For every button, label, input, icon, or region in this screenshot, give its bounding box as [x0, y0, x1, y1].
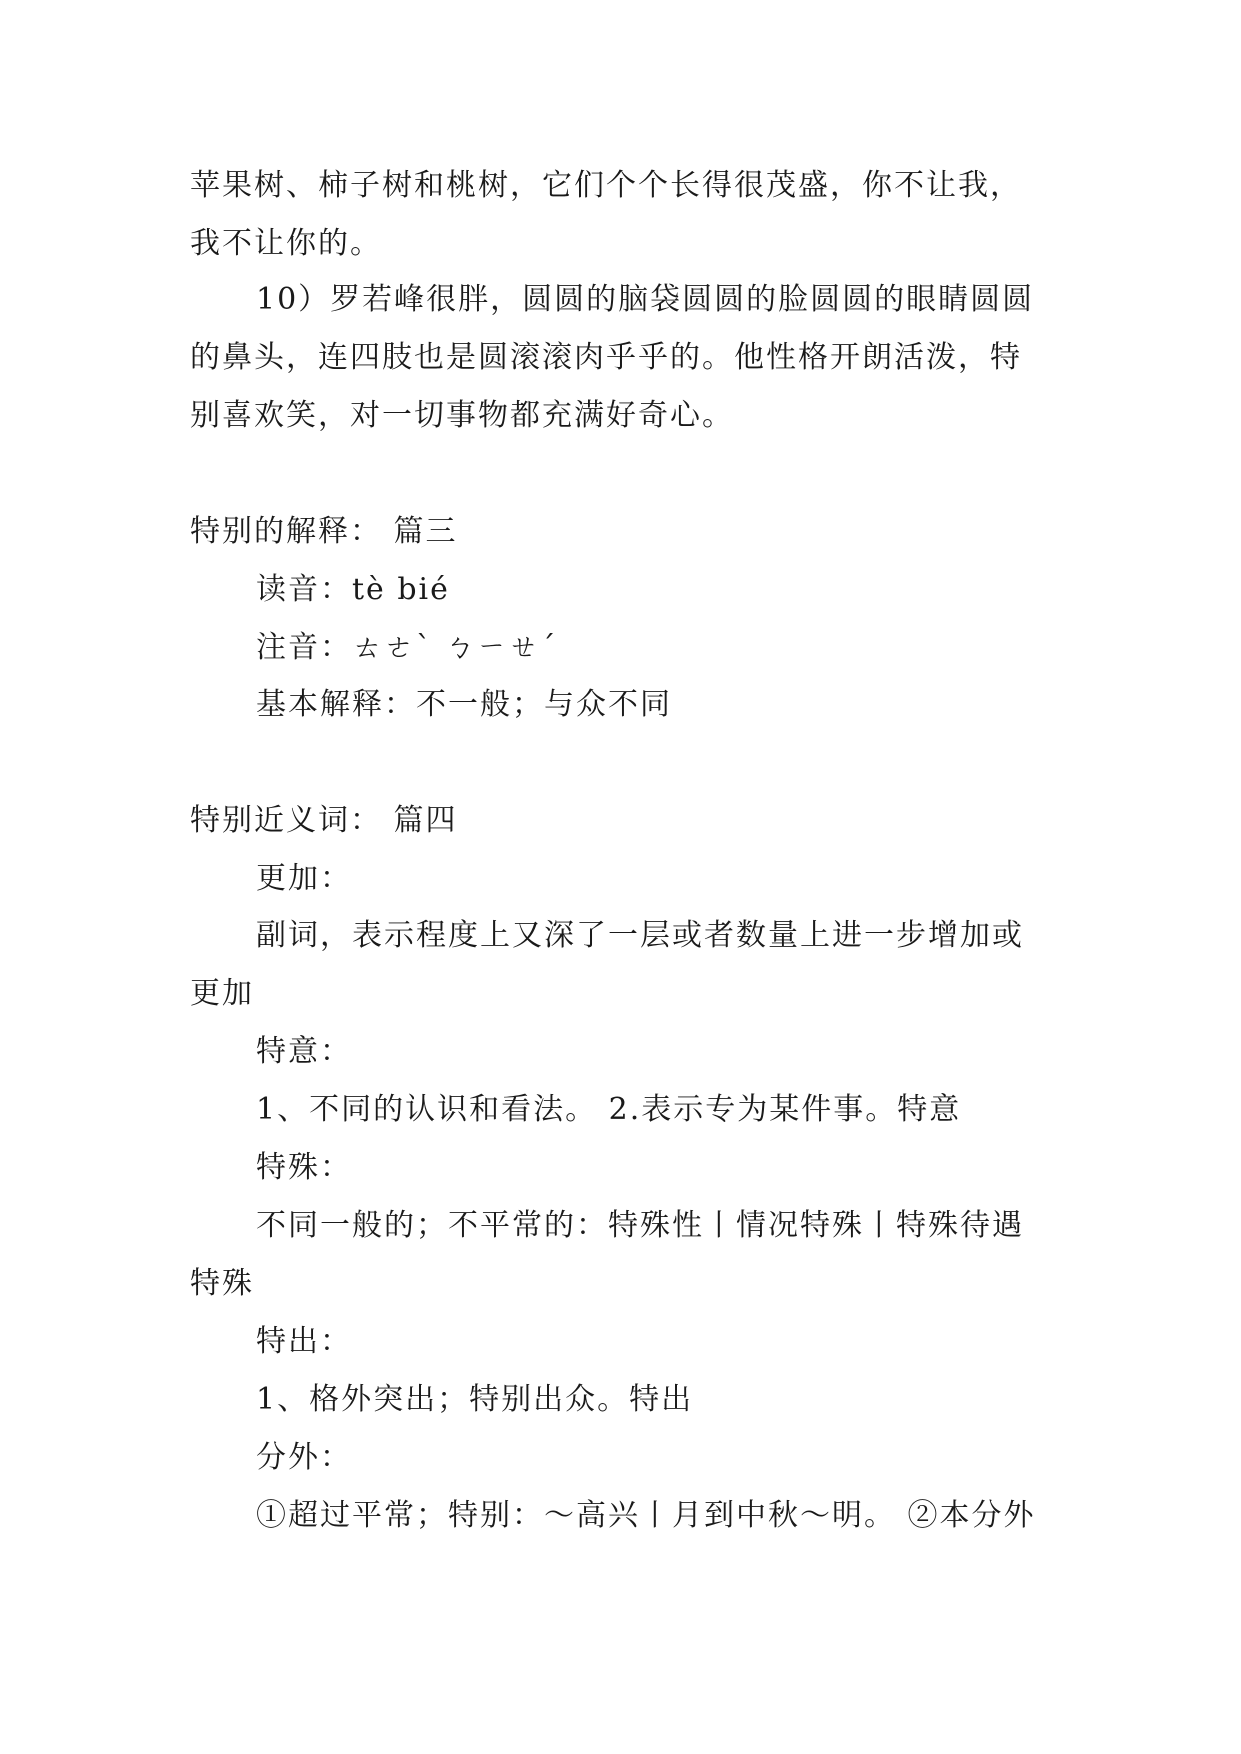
- section-heading-pian-san: 特别的解释： 篇三: [190, 514, 458, 549]
- synonym-definition-line: 副词，表示程度上又深了一层或者数量上进一步增加或: [256, 918, 1024, 953]
- synonym-definition-line: 不同一般的；不平常的：特殊性丨情况特殊丨特殊待遇: [256, 1208, 1024, 1243]
- basic-definition: 基本解释：不一般；与众不同: [256, 687, 672, 722]
- synonym-definition-line: 1、格外突出；特别出众。特出: [256, 1382, 694, 1417]
- synonym-term: 特出：: [256, 1324, 352, 1359]
- list-item-10-line: 的鼻头，连四肢也是圆滚滚肉乎乎的。他性格开朗活泼，特: [190, 340, 1022, 375]
- pinyin-reading: 读音：tè bié: [256, 572, 450, 607]
- list-item-10-line: 10）罗若峰很胖，圆圆的脑袋圆圆的脸圆圆的眼睛圆圆: [256, 282, 1035, 317]
- paragraph-line: 苹果树、柿子树和桃树，它们个个长得很茂盛，你不让我，: [190, 168, 1022, 203]
- paragraph-line: 我不让你的。: [190, 226, 382, 261]
- synonym-definition-line: 1、不同的认识和看法。 2.表示专为某件事。特意: [256, 1092, 962, 1127]
- synonym-term: 特殊：: [256, 1150, 352, 1185]
- list-item-10-line: 别喜欢笑，对一切事物都充满好奇心。: [190, 398, 734, 433]
- synonym-term: 特意：: [256, 1034, 352, 1069]
- synonym-term: 更加：: [256, 861, 352, 896]
- section-heading-pian-si: 特别近义词： 篇四: [190, 803, 458, 838]
- synonym-definition-line: ①超过平常；特别：～高兴丨月到中秋～明。 ②本分外: [256, 1498, 1036, 1533]
- synonym-term: 分外：: [256, 1440, 352, 1475]
- zhuyin-reading: 注音：ㄊㄜˋ ㄅㄧㄝˊ: [256, 630, 558, 665]
- synonym-definition-line: 更加: [190, 976, 254, 1011]
- synonym-definition-line: 特殊: [190, 1266, 254, 1301]
